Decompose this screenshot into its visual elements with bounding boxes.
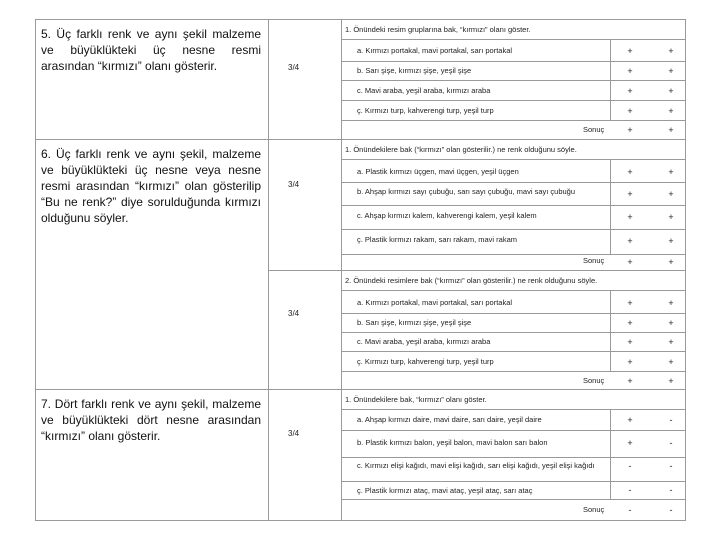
- mark-2: +: [668, 167, 674, 177]
- result-label: Sonuç: [583, 256, 605, 265]
- item-text: a. Plastik kırmızı üçgen, mavi üçgen, yeşil üçgen: [357, 167, 519, 176]
- item-text: b. Sarı şişe, kırmızı şişe, yeşil şişe: [357, 66, 472, 75]
- mark-1: +: [627, 415, 633, 425]
- result-mark-1: +: [627, 257, 633, 267]
- section-divider: [35, 139, 686, 140]
- result-mark-2: +: [668, 257, 674, 267]
- instruction: 1. Önündekilere bak (“kırmızı” olan gösterilir.) ne renk olduğunu söyle.: [345, 145, 577, 154]
- objective-5: 5. Üç farklı renk ve aynı şekil malzeme ve büyüklükteki üç nesne resmi arasından “kırmızı” olanı gösterir.: [41, 27, 261, 73]
- mark-2: -: [669, 438, 673, 448]
- mark-divider: [610, 290, 611, 371]
- mark-2: -: [669, 415, 673, 425]
- mark-1: +: [627, 66, 633, 76]
- mark-1: +: [627, 438, 633, 448]
- table-border-bottom: [35, 520, 686, 521]
- result-mark-1: -: [628, 505, 632, 515]
- item-text: ç. Kırmızı turp, kahverengi turp, yeşil turp: [357, 106, 494, 115]
- mark-1: +: [627, 167, 633, 177]
- item-text: b. Plastik kırmızı balon, yeşil balon, mavi balon sarı balon: [357, 438, 548, 447]
- mark-2: +: [668, 86, 674, 96]
- mark-1: +: [627, 318, 633, 328]
- item-text: c. Mavi araba, yeşil araba, kırmızı araba: [357, 86, 491, 95]
- item-text: ç. Kırmızı turp, kahverengi turp, yeşil turp: [357, 357, 494, 366]
- result-mark-2: +: [668, 125, 674, 135]
- result-label: Sonuç: [583, 376, 605, 385]
- score: 3/4: [288, 309, 300, 318]
- mark-1: +: [627, 236, 633, 246]
- mark-divider: [610, 159, 611, 254]
- result-mark-2: -: [669, 505, 673, 515]
- section-divider: [35, 389, 686, 390]
- mark-2: +: [668, 106, 674, 116]
- mark-2: +: [668, 66, 674, 76]
- item-text: a. Kırmızı portakal, mavi portakal, sarı portakal: [357, 46, 513, 55]
- mark-2: +: [668, 189, 674, 199]
- mark-1: +: [627, 189, 633, 199]
- item-text: b. Ahşap kırmızı sayı çubuğu, sarı sayı çubuğu, mavi sayı çubuğu: [357, 187, 576, 196]
- mark-2: -: [669, 461, 673, 471]
- objective-6: 6. Üç farklı renk ve aynı şekil, malzeme ve büyüklükteki üç nesne veya nesne resmi arasından “kırmızı” olan gösterilip “Bu ne renk?” diye sorulduğunda kırmızı olduğunu söyler.: [41, 147, 261, 225]
- objective-7: 7. Dört farklı renk ve aynı şekil, malzeme ve büyüklükteki dört nesne arasından “kırmızı” olanı gösterir.: [41, 397, 261, 443]
- mark-2: -: [669, 485, 673, 495]
- mark-1: +: [627, 46, 633, 56]
- mark-divider: [610, 409, 611, 499]
- item-text: ç. Plastik kırmızı rakam, sarı rakam, mavi rakam: [357, 235, 518, 244]
- mark-2: +: [668, 212, 674, 222]
- instruction: 2. Önündeki resimlere bak (“kırmızı” olan gösterilir.) ne renk olduğunu söyle.: [345, 276, 598, 285]
- result-mark-1: +: [627, 376, 633, 386]
- score: 3/4: [288, 429, 300, 438]
- mark-2: +: [668, 357, 674, 367]
- item-text: a. Ahşap kırmızı daire, mavi daire, sarı daire, yeşil daire: [357, 415, 542, 424]
- mark-1: +: [627, 212, 633, 222]
- item-text: c. Kırmızı elişi kağıdı, mavi elişi kağıdı, sarı elişi kağıdı, yeşil elişi kağıdı: [357, 461, 595, 470]
- mark-2: +: [668, 318, 674, 328]
- mark-1: -: [628, 485, 632, 495]
- instruction: 1. Önündeki resim gruplarına bak, “kırmızı” olanı göster.: [345, 25, 531, 34]
- result-mark-1: +: [627, 125, 633, 135]
- table-border-left: [35, 19, 36, 521]
- instruction: 1. Önündekilere bak, “kırmızı” olanı göster.: [345, 395, 487, 404]
- mark-1: +: [627, 86, 633, 96]
- result-label: Sonuç: [583, 125, 605, 134]
- mark-1: +: [627, 106, 633, 116]
- mark-1: -: [628, 461, 632, 471]
- item-text: c. Ahşap kırmızı kalem, kahverengi kalem, yeşil kalem: [357, 211, 537, 220]
- result-label: Sonuç: [583, 505, 605, 514]
- section-divider: [268, 270, 686, 271]
- item-text: a. Kırmızı portakal, mavi portakal, sarı portakal: [357, 298, 513, 307]
- mark-1: +: [627, 337, 633, 347]
- mark-1: +: [627, 357, 633, 367]
- table-border-top: [35, 19, 686, 20]
- mark-2: +: [668, 337, 674, 347]
- result-mark-2: +: [668, 376, 674, 386]
- item-text: c. Mavi araba, yeşil araba, kırmızı araba: [357, 337, 491, 346]
- mark-2: +: [668, 46, 674, 56]
- score: 3/4: [288, 63, 300, 72]
- score: 3/4: [288, 180, 300, 189]
- mark-1: +: [627, 298, 633, 308]
- item-text: b. Sarı şişe, kırmızı şişe, yeşil şişe: [357, 318, 472, 327]
- item-text: ç. Plastik kırmızı ataç, mavi ataç, yeşil ataç, sarı ataç: [357, 486, 533, 495]
- mark-2: +: [668, 236, 674, 246]
- mark-2: +: [668, 298, 674, 308]
